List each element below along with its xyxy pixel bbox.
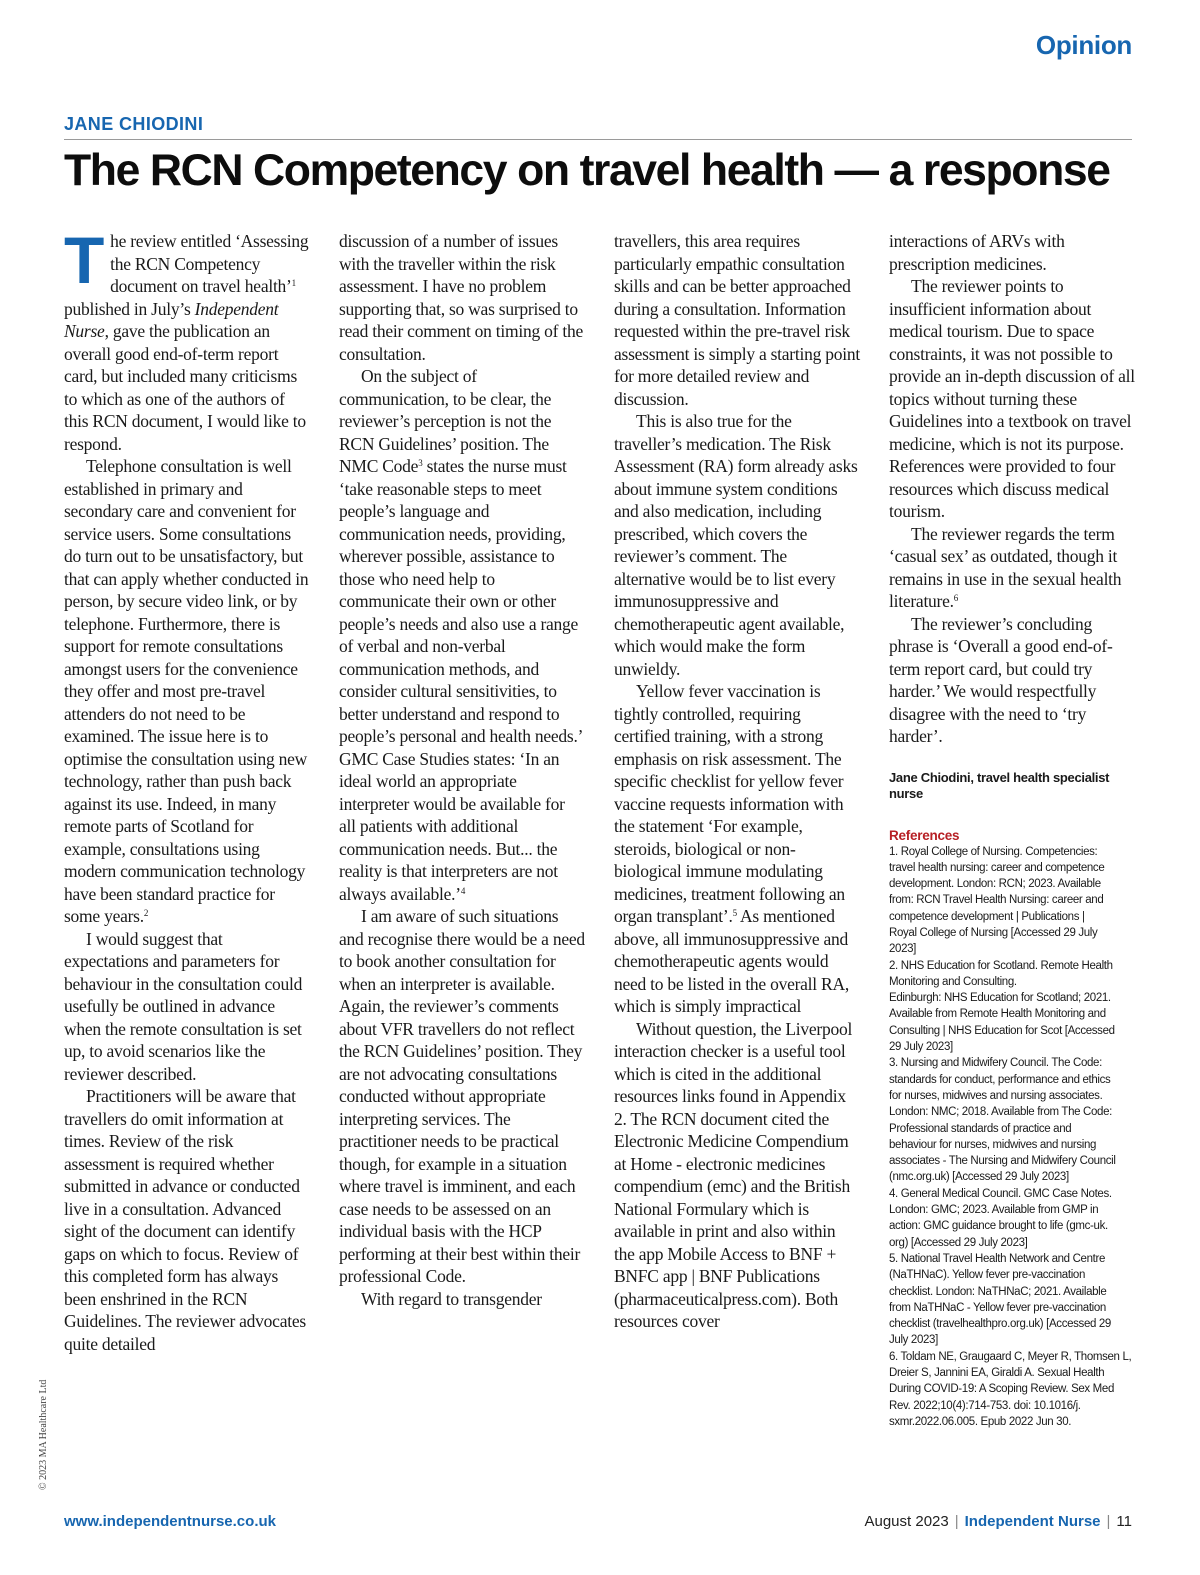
article-column-1 bbox=[64, 223, 310, 1355]
publication-name: Independent Nurse bbox=[64, 298, 279, 341]
reference-line: 29 July 2023] bbox=[889, 1041, 953, 1054]
reference-line: associates - The Nursing and Midwifery Council bbox=[889, 1155, 1116, 1168]
reference-line: from: RCN Travel Health Nursing: career and bbox=[889, 894, 1104, 907]
reference-line: from NaTHNaC - Yellow fever pre-vaccination bbox=[889, 1301, 1106, 1314]
reference-line: Rev. 2022;10(4):714-753. doi: 10.1016/j. bbox=[889, 1399, 1081, 1412]
references-heading: References bbox=[889, 827, 960, 843]
citation-ref: 6 bbox=[953, 593, 959, 603]
reference-item bbox=[889, 1349, 1135, 1430]
references-list bbox=[889, 844, 1135, 1431]
copyright-notice: © 2023 MA Healthcare Ltd bbox=[38, 1379, 49, 1490]
reference-line: Royal College of Nursing [Accessed 29 July bbox=[889, 926, 1098, 939]
issue-date: August 2023 bbox=[864, 1513, 949, 1530]
citation-ref: 3 bbox=[418, 458, 423, 468]
reference-line: checklist. London: NaTHNaC; 2021. Available bbox=[889, 1285, 1107, 1298]
article-column-2 bbox=[339, 230, 585, 1310]
reference-item bbox=[889, 844, 1135, 958]
paragraph: travellers, this area requires particularly empathic consultation skills and can be better approached during a consultation. Information requested within the pre-travel risk assessment is simply a starting point for more detailed review and discussion. bbox=[614, 231, 860, 409]
reference-line: 2023] bbox=[889, 943, 917, 956]
reference-line: Professional standards of practice and bbox=[889, 1122, 1072, 1135]
paragraph: discussion of a number of issues with the traveller within the risk assessment. I have no problem supporting that, so was surprised to read their comment on timing of the consultation. bbox=[339, 231, 583, 364]
paragraph: Without question, the Liverpool interaction checker is a useful tool which is cited in the additional resources links found in Appendix 2. The RCN document cited the Electronic Medicine Compendium at Home - electronic medicines compendium (emc) and the British National Formulary which is available in print and also within the app Mobile Access to BNF + BNFC app | BNF Publications (pharmaceuticalpress.com). Both resources cover bbox=[614, 1018, 853, 1331]
paragraph: The review entitled ‘Assessing the RCN Competency document on travel health’$^1$ published in July’s Independent Nurse, gave the publication an overall good end-of-term report card, but included many criticisms to which as one of the authors of this RCN document, I would like to respond. bbox=[64, 223, 309, 454]
drop-cap: T bbox=[64, 223, 105, 297]
reference-line: 1. Royal College of Nursing. Competencies: bbox=[889, 845, 1098, 858]
reference-line: 5. National Travel Health Network and Centre bbox=[889, 1252, 1105, 1265]
citation-ref: 4 bbox=[460, 885, 466, 896]
paragraph: This is also true for the traveller’s medication. The Risk Assessment (RA) form already asks about immune system conditions and also medication, including prescribed, which covers the reviewer’s comment. The alternative would be to list every immunosuppressive and chemotherapeutic agent available, which would make the form unwieldy. bbox=[614, 411, 858, 679]
reference-line: checklist (travelhealthpro.org.uk) [Accessed 29 bbox=[889, 1318, 1111, 1331]
reference-line: behaviour for nurses, midwives and nursing bbox=[889, 1138, 1097, 1151]
paragraph: The reviewer regards the term ‘casual sex’ as outdated, though it remains in use in the sexual health literature.$^6$ bbox=[889, 523, 1122, 611]
reference-line: Monitoring and Consulting. bbox=[889, 975, 1017, 988]
reference-line: 4. General Medical Council. GMC Case Notes. bbox=[889, 1187, 1112, 1200]
footer-issue-info: August 2023 | Independent Nurse | 11 bbox=[864, 1513, 1132, 1530]
reference-line: Available from Remote Health Monitoring and bbox=[889, 1008, 1106, 1021]
reference-line: July 2023] bbox=[889, 1334, 938, 1347]
section-label: Opinion bbox=[1035, 30, 1132, 60]
page-number: 11 bbox=[1116, 1513, 1132, 1530]
paragraph: On the subject of communication, to be clear, the reviewer’s perception is not the RCN Guidelines’ position. The NMC Code$^3$ states the nurse must ‘take reasonable steps to meet people’s language and communication needs, providing, wherever possible, assistance to those who need help to communicate their own or other people’s needs and also use a range of verbal and non-verbal communication methods, and consider cultural sensitivities, to better understand and respond to people’s personal and health needs.’ GMC Case Studies states: ‘In an ideal world an appropriate interpreter would be available for all patients with additional communication needs. But... the reality is that interpreters are not always available.’$^4$ bbox=[339, 366, 582, 904]
reference-line: 6. Toldam NE, Graugaard C, Meyer R, Thomsen L, bbox=[889, 1350, 1132, 1363]
reference-item bbox=[889, 1251, 1135, 1349]
reference-line: travel health nursing: career and competence bbox=[889, 861, 1105, 874]
reference-item bbox=[889, 958, 1135, 1056]
reference-line: Dreier S, Jannini EA, Giraldi A. Sexual Health bbox=[889, 1367, 1105, 1379]
reference-line: (NaTHNaC). Yellow fever pre-vaccination bbox=[889, 1269, 1085, 1282]
reference-line: 3. Nursing and Midwifery Council. The Code: bbox=[889, 1057, 1102, 1070]
reference-line: Edinburgh: NHS Education for Scotland; 2021. bbox=[889, 992, 1111, 1005]
reference-line: sxmr.2022.06.005. Epub 2022 Jun 30. bbox=[889, 1415, 1072, 1428]
paragraph: The reviewer points to insufficient information about medical tourism. Due to space constraints, it was not possible to provide an in-depth discussion of all topics without turning these Guidelines into a textbook on travel medicine, which is not its purpose. References were provided to four resources which discuss medical tourism. bbox=[889, 276, 1135, 521]
reference-line: action: GMC guidance brought to life (gmc-uk. bbox=[889, 1220, 1108, 1233]
citation-ref: 1 bbox=[291, 278, 296, 288]
paragraph: With regard to transgender bbox=[361, 1288, 542, 1309]
reference-line: London: NMC; 2018. Available from The Code: bbox=[889, 1106, 1112, 1119]
reference-line: standards for conduct, performance and ethics bbox=[889, 1073, 1111, 1086]
reference-line: development. London: RCN; 2023. Available bbox=[889, 878, 1101, 891]
reference-line: London: GMC; 2023. Available from GMP in bbox=[889, 1204, 1099, 1217]
article-column-3 bbox=[614, 230, 860, 1333]
page-title: The RCN Competency on travel health — a response bbox=[64, 146, 1110, 195]
reference-line: for nurses, midwives and nursing associates. bbox=[889, 1089, 1103, 1102]
paragraph: interactions of ARVs with prescription medicines. bbox=[889, 231, 1065, 274]
reference-line: (nmc.org.uk) [Accessed 29 July 2023] bbox=[889, 1171, 1069, 1184]
citation-ref: 2 bbox=[143, 908, 149, 918]
paragraph: I would suggest that expectations and parameters for behaviour in the consultation could usefully be outlined in advance when the remote consultation is set up, to avoid scenarios like the reviewer described. bbox=[64, 928, 303, 1084]
author-byline: JANE CHIODINI bbox=[64, 114, 1132, 140]
paragraph: Yellow fever vaccination is tightly controlled, requiring certified training, with a strong emphasis on risk assessment. The specific checklist for yellow fever vaccine requests information with the statement ‘For example, steroids, biological or non-biological immune modulating medicines, treatment following an organ transplant’.$^5$ As mentioned above, all immunosuppressive and chemotherapeutic agents would need to be listed in the overall RA, which is simply impractical bbox=[614, 681, 849, 1016]
reference-line: During COVID-19: A Scoping Review. Sex Med bbox=[889, 1383, 1114, 1396]
citation-ref: 5 bbox=[732, 908, 737, 918]
reference-item bbox=[889, 1186, 1135, 1251]
paragraph: Telephone consultation is well established in primary and secondary care and convenient for service users. Some consultations do turn out to be unsatisfactory, but that can apply whether conducted in person, by secure video link, or by telephone. Furthermore, there is support for remote consultations amongst users for the convenience they offer and most pre-travel attenders do not need to be examined. The issue here is to optimise the consultation using new technology, rather than push back against its use. Indeed, in many remote parts of Scotland for example, consultations using modern communication technology have been standard practice for some years.$^2$ bbox=[64, 456, 309, 926]
paragraph: Practitioners will be aware that travellers do omit information at times. Review of the risk assessment is required whether submitted in advance or conducted live in a consultation. Advanced sight of the document can identify gaps on which to focus. Review of this completed form has always been enshrined in the RCN Guidelines. The reviewer advocates quite detailed bbox=[64, 1086, 306, 1354]
reference-line: competence development | Publications | bbox=[889, 910, 1085, 923]
paragraph: The reviewer’s concluding phrase is ‘Overall a good end-of-term report card, but could try harder.’ We would respectfully disagree with the need to ‘try harder’. bbox=[889, 613, 1113, 746]
reference-line: Consulting | NHS Education for Scot [Accessed bbox=[889, 1024, 1115, 1037]
paragraph: I am aware of such situations and recognise there would be a need to book another consultation for when an interpreter is available. Again, the reviewer’s comments about VFR travellers do not reflect the RCN Guidelines’ position. They are not advocating consultations conducted without appropriate interpreting services. The practitioner needs to be practical though, for example in a situation where travel is imminent, and each case needs to be assessed on an individual basis with the HCP performing at their best within their professional Code. bbox=[339, 906, 585, 1286]
reference-item bbox=[889, 1055, 1135, 1185]
footer-website-link[interactable]: www.independentnurse.co.uk bbox=[64, 1513, 276, 1530]
article-column-4 bbox=[889, 230, 1135, 1430]
reference-line: 2. NHS Education for Scotland. Remote Health bbox=[889, 959, 1113, 972]
author-signoff: Jane Chiodini, travel health specialist nurse bbox=[889, 769, 1110, 801]
magazine-name: Independent Nurse bbox=[964, 1513, 1101, 1530]
reference-line: org) [Accessed 29 July 2023] bbox=[889, 1236, 1028, 1249]
